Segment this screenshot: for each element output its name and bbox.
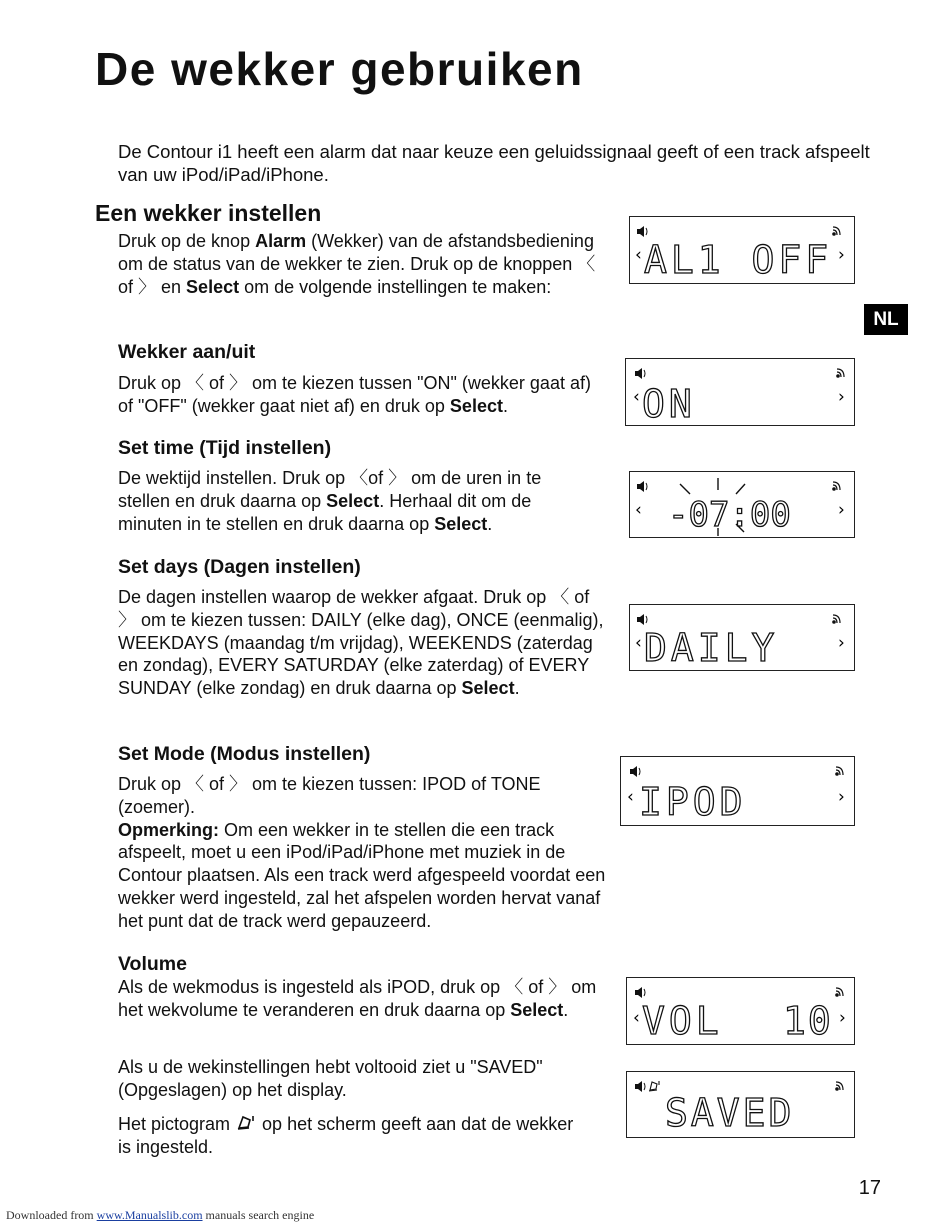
- lcd-display-mode: [620, 756, 855, 826]
- note-label: Opmerking:: [118, 819, 220, 840]
- section-intro-paragraph: Druk op de knop Alarm (Wekker) van de afstandsbediening om de status van de wekker te zien. Druk op de knoppen 〈 of 〉 en Select om de volgende instellingen te maken:: [118, 231, 596, 297]
- lcd-display-volume: [626, 977, 855, 1045]
- chevron-right-icon: 〉: [229, 373, 248, 393]
- lcd-display-alarm-off: [629, 216, 855, 284]
- page-title: De wekker gebruiken: [95, 43, 584, 95]
- lcd-display-saved: [626, 1071, 855, 1138]
- chevron-left-icon: 〈: [577, 253, 596, 274]
- svg-text:‹: ‹: [635, 500, 642, 520]
- chevron-left-icon: 〈: [350, 468, 369, 488]
- days-paragraph: De dagen instellen waarop de wekker afgaat. Druk op 〈 of 〉 om te kiezen tussen: DAILY (elke dag), ONCE (eenmalig), WEEKDAYS (maandag t/m vrijdag), WEEKENDS (zaterdag en zondag), EVERY SATURDAY (elke zaterdag) of EVERY SUNDAY (elke zondag) en druk daarna op Select.: [118, 587, 604, 699]
- time-paragraph: De wektijd instellen. Druk op 〈of 〉 om de uren in te stellen en druk daarna op Select. Herhaal dit om de minuten in te stellen en druk daarna op Select.: [118, 468, 542, 534]
- svg-text:›: ›: [839, 1008, 846, 1028]
- alarm-icon: [649, 1081, 659, 1091]
- svg-text:‹: ‹: [633, 1008, 640, 1028]
- svg-text:VOL: VOL: [642, 999, 723, 1043]
- chevron-right-icon: 〉: [118, 609, 136, 630]
- chevron-left-icon: 〈: [186, 373, 205, 393]
- volume-paragraph: Als de wekmodus is ingesteld als iPOD, druk op 〈 of 〉 om het wekvolume te veranderen en druk daarna op Select.: [118, 977, 597, 1020]
- language-tab[interactable]: NL: [864, 304, 908, 335]
- svg-text:SAVED: SAVED: [665, 1091, 795, 1135]
- svg-text:ON: ON: [642, 382, 696, 424]
- svg-text:›: ›: [838, 633, 845, 653]
- chevron-left-icon: 〈: [186, 774, 205, 794]
- svg-text:DAILY: DAILY: [644, 626, 779, 669]
- mode-paragraph: Druk op 〈 of 〉 om te kiezen tussen: IPOD of TONE (zoemer). Opmerking: Om een wekker in te stellen die een track afspeelt, moet u een iPod/iPad/iPhone met muziek in de Contour plaatsen. Als een track werd afgespeeld voordat een wekker werd ingesteld, zal het afspelen worden hervat vanaf het punt dat de track werd gepauzeerd.: [118, 774, 606, 931]
- time-heading: Set time (Tijd instellen): [118, 437, 332, 459]
- chevron-right-icon: 〉: [229, 774, 248, 794]
- onoff-heading: Wekker aan/uit: [118, 341, 256, 363]
- onoff-paragraph: Druk op 〈 of 〉 om te kiezen tussen "ON" (wekker gaat af) of "OFF" (wekker gaat niet af) en druk op Select.: [118, 373, 591, 416]
- section-heading: Een wekker instellen: [95, 200, 322, 226]
- chevron-left-icon: 〈: [551, 587, 570, 607]
- svg-text:›: ›: [838, 500, 845, 520]
- days-heading: Set days (Dagen instellen): [118, 556, 361, 578]
- volume-icon-paragraph: Het pictogram op het scherm geeft aan dat de wekker is ingesteld.: [118, 1114, 574, 1157]
- svg-text:10: 10: [783, 999, 833, 1043]
- chevron-right-icon: 〉: [138, 276, 157, 297]
- lcd-display-time: [629, 471, 855, 538]
- page-number: 17: [858, 1177, 881, 1199]
- lcd-left-arrow: ‹: [635, 245, 642, 265]
- mode-heading: Set Mode (Modus instellen): [118, 743, 371, 765]
- manualslib-link[interactable]: www.Manualslib.com: [96, 1208, 203, 1222]
- lcd-time-text: -07:00: [668, 495, 791, 535]
- svg-text:›: ›: [838, 787, 845, 807]
- intro-paragraph: De Contour i1 heeft een alarm dat naar keuze een geluidssignaal geeft of een track afspeelt van uw iPod/iPad/iPhone.: [118, 141, 870, 185]
- speaker-icon: [637, 226, 647, 237]
- volume-saved-paragraph: Als u de wekinstellingen hebt voltooid ziet u "SAVED" (Opgeslagen) op het display.: [118, 1057, 543, 1100]
- svg-text:IPOD: IPOD: [639, 780, 747, 824]
- volume-heading: Volume: [118, 953, 187, 975]
- lcd-display-days: [629, 604, 855, 671]
- lcd-right-arrow: ›: [838, 245, 845, 265]
- svg-text:‹: ‹: [633, 387, 640, 407]
- chevron-left-icon: 〈: [505, 977, 524, 997]
- chevron-right-icon: 〉: [388, 468, 407, 488]
- signal-icon: [833, 227, 840, 235]
- lcd-display-on: [625, 358, 855, 426]
- lcd-text: AL1 OFF: [644, 238, 833, 282]
- chevron-right-icon: 〉: [548, 977, 567, 997]
- alarm-bell-icon: [235, 1113, 257, 1136]
- svg-text:›: ›: [838, 387, 845, 407]
- svg-text:‹: ‹: [635, 633, 642, 653]
- svg-text:‹: ‹: [627, 787, 634, 807]
- download-footer: Downloaded from www.Manualslib.com manuals search engine: [6, 1208, 315, 1222]
